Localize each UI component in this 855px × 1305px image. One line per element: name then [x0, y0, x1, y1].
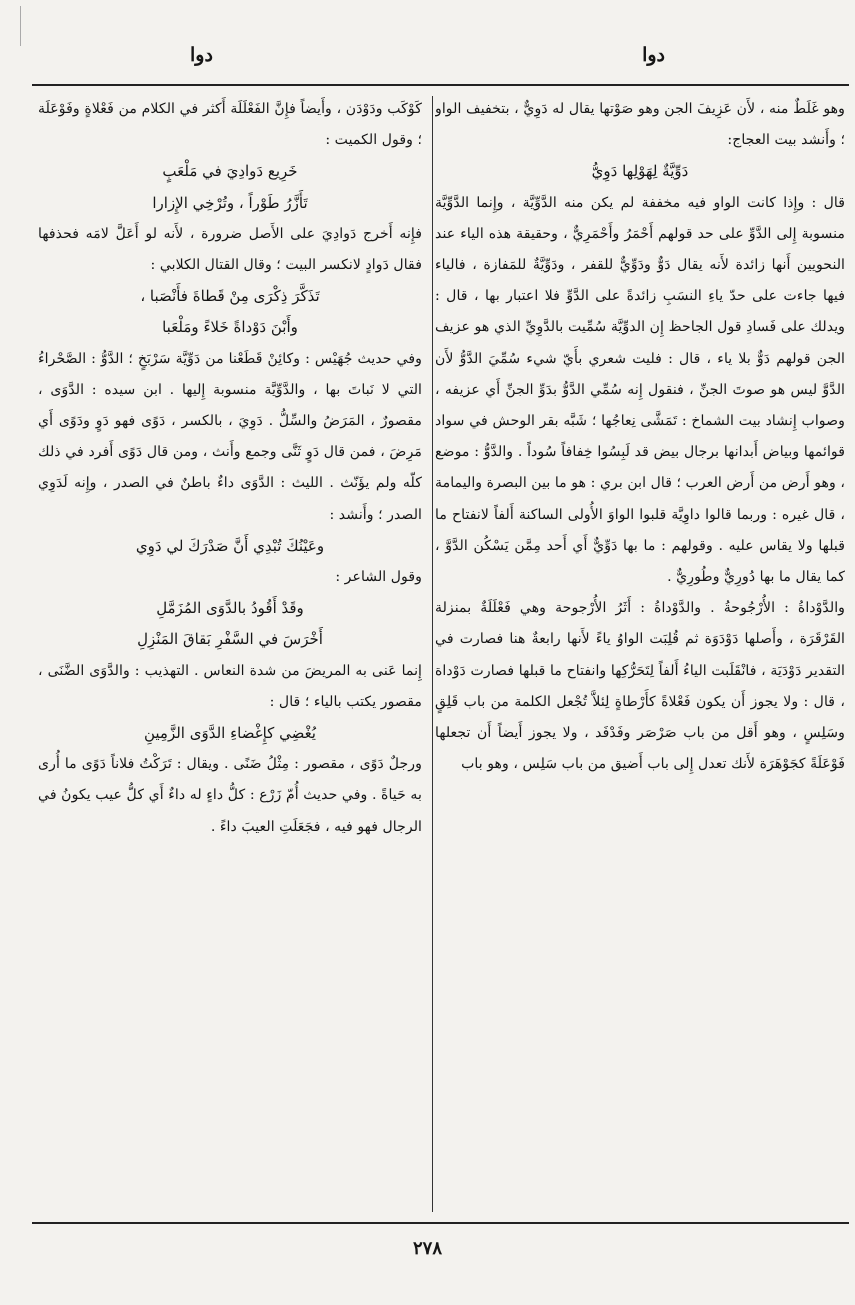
paragraph: وهو غَلَطٌ منه ، لأَن عَزِيفَ الجن وهو صَوْتها يقال له دَوِيٌّ ، بتخفيف الواو ؛ وأَنشد بيت العجاج:	[435, 101, 845, 149]
running-header-right: دوا	[642, 44, 665, 66]
paragraph: إِنما عَنى به المريضَ من شدة النعاس . التهذيب : والدَّوَى الضَّنَى ، مقصور يكتب بالياء ؛ قال :	[38, 662, 422, 710]
verse-line: وعَيْنُكَ تُبْدِي أَنَّ صَدْرَكَ لي دَوِي	[135, 536, 325, 555]
verse-line: خَرِيع دَوادِيَ في مَلْعَبٍ	[162, 162, 298, 181]
verse-line: وأَبْنَ دَوْداةً خَلاءً ومَلْعَبا	[162, 318, 298, 337]
footer-rule	[32, 1222, 849, 1224]
column-divider	[432, 96, 433, 1212]
paragraph: قال : وإِذا كانت الواو فيه مخففة لم يكن منه الدَّوِّيَّة ، وإِنما الدَّوِّيَّة منسوبة إِلى الدَّوِّ على حد قولهم أَحْمَرُ وأَحْمَرِيٌّ ، وحقيقة هذه الياء عند النحويين أَنها زائدة لأَنه يقال دَوٌّ ودَوِّيٌّ للقفر ، ودَوِّيَّةٌ للمَفازة ، فالياء فيها جاءت على حدّ ياءِ النسَبِ زائدةً على الدَّوِّ فلا اعتبار بها ، قال : ويدلك على فَسادِ قول الجاحظ إِن الدوِّيَّة سُمِّيت بالدَّوِيِّ الذي هو عزيف الجن قولهم دَوٌّ بلا ياء ، قال : فليت شعري بأَيّ شيء سُمِّيَ الدَّوُّ لأَن الدَّوَّ ليس هو صوتَ الجنِّ ، فنقول إِنه سُمِّي الدَّوُّ بدَوِّ الجنِّ أَي عزيفه ، وصواب إِنشاد بيت الشماخ : تَمَشَّى نِعاجُها ؛ شَبَّه بقر الوحش في سواد قوائمها وبياض أَبدانها برجال بيض قد لَبِسُوا خِفافاً سُوداً . والدَّوُّ : موضع ، وهو أَرض من أَرض العرب ؛ قال ابن بري : هو ما بين البصرة واليمامة ، قال غيره : وربما قالوا داوِيَّة قلبوا الواوَ الأُولى الساكنة أَلفاً لانفتاح ما قبلها ولا يقاس عليه . وقولهم : ما بها دَوِّيٌّ أَي أَحد مِمَّن يَسْكُن الدَّوَّ ، كما يقال ما بها دُورِيٌّ وطُورِيٌّ .	[435, 194, 845, 586]
page-number: ٢٧٨	[412, 1238, 442, 1259]
verse-line: أَخْرَسَ في السَّفْرِ بَقاقَ المَنْزِلِ	[137, 630, 323, 649]
paragraph: ورجلٌ دَوًى ، مقصور : مِثْلُ ضَنًى . ويقال : تَرَكْتُ فلاناً دَوًى ما أُرى به حَياةً . وفي حديث أُمّ زَرْع : كلُّ داءٍ له داءٌ أَي كلُّ عيب يكونُ في الرجال فهو فيه ، فجَعَلَتِ العيبَ داءً .	[38, 756, 422, 835]
right-column	[435, 94, 845, 1216]
verse-line: تَأَزَّرُ طَوْراً ، وتُرْخِي الإِزارا	[152, 193, 308, 212]
paragraph: كَوْكَب ودَوْدَن ، وأَيضاً فإِنَّ الفَعْلَلَة أَكثر في الكلام من فَعْلاةٍ وفَوْعَلَة ؛ وقول الكميت :	[38, 101, 422, 149]
header-rule	[32, 84, 849, 86]
scan-mark	[20, 6, 23, 46]
paragraph: فإِنه أَخرج دَوادِيَ على الأَصل ضرورة ، لأَنه لو أَعَلَّ لامَه فحذفها فقال دَوادٍ لانكسر البيت ؛ وقال القتال الكلابي :	[38, 225, 422, 274]
verse-line: وقَدْ أَقُودُ بالدَّوَى المُزَمَّلِ	[156, 599, 304, 618]
paragraph: وقول الشاعر :	[335, 569, 422, 586]
running-header-left: دوا	[190, 44, 213, 66]
paragraph: وفي حديث جُهَيْس : وكائِنْ قَطَعْنا من دَوِّيَّة سَرْبَخٍ ؛ الدَّوُّ : الصَّحْراءُ التي لا نَباتَ بها ، والدَّوِّيَّة منسوبة إِليها . ابن سيده : الدَّوَى ، مقصورٌ ، المَرَضُ والسِّلُّ . دَوِيَ ، بالكسر ، دَوًى فهو دَوٍ ودَوًى أَي مَرِضَ ، فمن قال دَوٍ ثَنَّى وجمع وأَنث ، ومن قال دَوًى أَفرد في ذلك كلّه ولم يؤَنّث . الليث : الدَّوَى داءٌ باطنٌ في الصدر ، وإِنه لَدَوِي الصدر ؛ وأَنشد :	[38, 350, 422, 523]
verse-line: يُغْضِي كإِغْضاءِ الدَّوَى الزَّمِينِ	[143, 724, 316, 743]
verse-line: تَذَكَّرَ ذِكْرَى مِنْ قَطاةَ فأَنْصَبا ،	[140, 287, 320, 306]
verse-line: دَوِّيَّةٌ لِهَوْلِها دَوِيُّ	[591, 162, 689, 181]
left-column	[38, 94, 422, 1216]
paragraph: والدَّوْداةُ : الأُرْجُوحةُ . والدَّوْداةُ : أَثَرُ الأُرْجوحة وهي فَعْلَلَةٌ بمنزلة القَرْقَرَة ، وأَصلها دَوْدَوَة ثم قُلِبَت الواوُ ياءً لأَنها رابعةٌ هنا فصارت في التقدير دَوْدَيَة ، فانْقَلَبت الياءُ أَلفاً لِتَحَرُّكِها وانفتاح ما قبلها فصارت دَوْداة ، قال : ولا يجوز أَن يكون فَعْلاةً كأَرْطاةٍ لِئلاَّ تُجْعل الكلمة من باب قَلِقٍ وسَلِسٍ ، وهو أَقل من باب صَرْصَر وفَدْفَد ، ولا يجوز أَيضاً أَن تجعلها فَوْعَلَةً كجَوْهَرَة لأَنك تعدل إِلى باب أَضيق من باب سَلِس ، وهو باب	[435, 600, 845, 773]
